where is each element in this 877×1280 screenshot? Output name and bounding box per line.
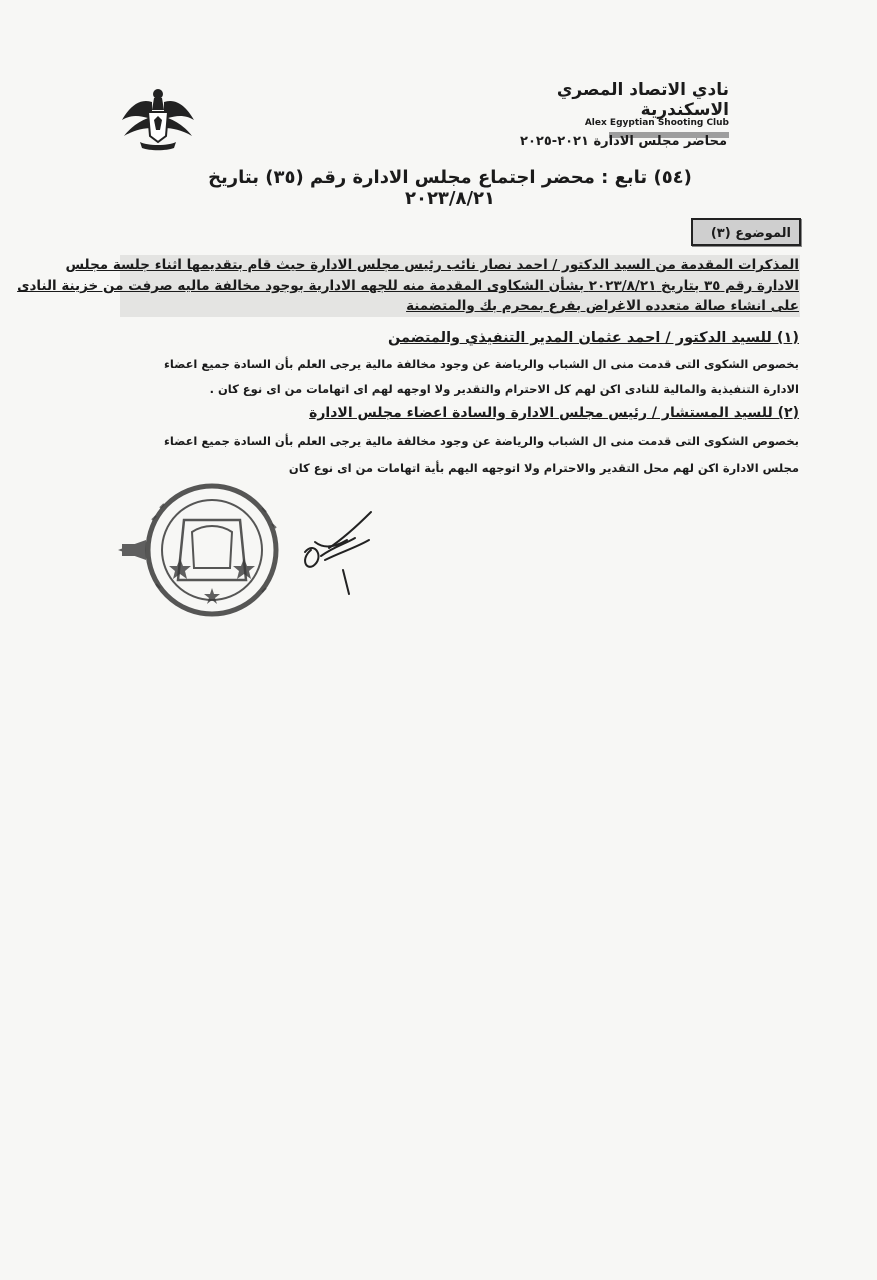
item-body-line: بخصوص الشكوى التى قدمت منى ال الشباب والرياضة عن وجود مخالفة مالية يرجى العلم بأن السادة جميع اعضاء (164, 434, 799, 448)
club-logo (549, 80, 729, 138)
item-heading: (١) للسيد الدكتور / احمد عثمان المدير التنفيذي والمتضمن (387, 330, 799, 346)
intro-line: الادارة رقم ٣٥ بتاريخ ٢٠٢٣/٨/٢١ بشأن الشكاوى المقدمة منه للجهه الادارية بوجود مخالفة ماليه صرفت من خزينة النادى (17, 278, 799, 294)
club-seal (112, 480, 292, 620)
club-name-english: Alex Egyptian Shooting Club (584, 118, 729, 128)
item-body-line: الادارة التنفيذية والمالية للنادى اكن لهم كل الاحترام والتقدير ولا اوجهه لهم اى اتهامات من اى نوع كان . (209, 382, 799, 396)
minutes-label: محاضر مجلس الادارة ٢٠٢١-٢٠٢٥ (520, 134, 727, 149)
document-title: (٥٤) تابع : محضر اجتماع مجلس الادارة رقم (٣٥) بتاريخ ٢٠٢٣/٨/٢١ (208, 167, 692, 209)
eagle-emblem-icon (118, 84, 198, 154)
club-name-arabic: نادي الاتصاد المصري الاسكندرية (556, 80, 729, 120)
subject-label: الموضوع (٣) (691, 218, 801, 246)
item-heading: (٢) للسيد المستشار / رئيس مجلس الادارة والسادة اعضاء مجلس الادارة (309, 405, 799, 421)
intro-line: المذكرات المقدمة من السيد الدكتور / احمد نصار نائب رئيس مجلس الادارة حيث قام بتقديمها اثناء جلسة مجلس (65, 257, 799, 273)
handwritten-signature (285, 500, 385, 600)
intro-line: على انشاء صالة متعدده الاغراض بفرع بمحرم بك والمتضمنة (406, 298, 799, 314)
item-body-line: مجلس الادارة اكن لهم محل التقدير والاحترام ولا اتوجهه اليهم بأية اتهامات من اى نوع كان (288, 461, 799, 475)
item-body-line: بخصوص الشكوى التى قدمت منى ال الشباب والرياضة عن وجود مخالفة مالية يرجى العلم بأن السادة جميع اعضاء (164, 357, 799, 371)
